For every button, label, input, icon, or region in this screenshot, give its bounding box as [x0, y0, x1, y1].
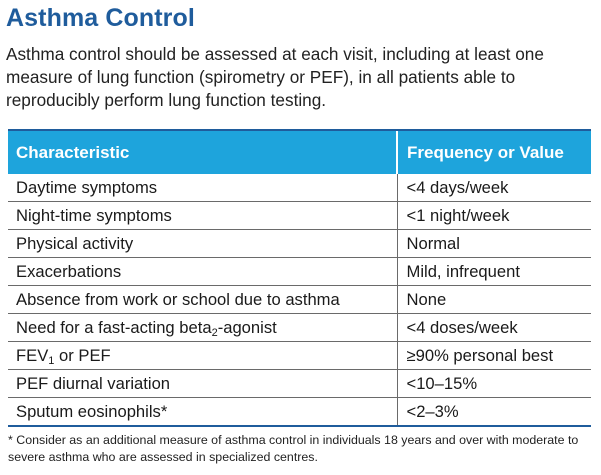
characteristic-text: -agonist — [217, 317, 277, 337]
table-row — [8, 398, 591, 427]
value-cell: <1 night/week — [397, 202, 591, 230]
table-row — [8, 342, 591, 370]
value-cell: <2–3% — [397, 398, 591, 427]
characteristic-cell: Night-time symptoms — [8, 202, 397, 230]
value-cell: ≥90% personal best — [397, 342, 591, 370]
characteristic-cell: Exacerbations — [8, 258, 397, 286]
value-cell: <4 doses/week — [397, 314, 591, 342]
value-cell: Mild, infrequent — [397, 258, 591, 286]
characteristic-cell: Sputum eosinophils* — [8, 398, 397, 427]
column-header-characteristic: Characteristic — [8, 131, 397, 174]
table-row — [8, 370, 591, 398]
table-row — [8, 174, 591, 202]
characteristic-cell — [8, 342, 397, 370]
characteristic-cell — [8, 314, 397, 342]
characteristic-text: Need for a fast-acting beta — [16, 317, 212, 337]
asthma-control-table — [8, 131, 591, 427]
characteristic-text: or PEF — [54, 345, 111, 365]
table-row — [8, 202, 591, 230]
characteristic-cell: Absence from work or school due to asthma — [8, 286, 397, 314]
intro-paragraph: Asthma control should be assessed at each visit, including at least one measure of lung function (spirometry or PEF), in all patients able to reproducibly perform lung function testing. — [6, 44, 544, 110]
subscript: 1 — [48, 354, 55, 367]
characteristic-cell: Daytime symptoms — [8, 174, 397, 202]
footnote: * Consider as an additional measure of asthma control in individuals 18 years and over with moderate to severe asthma who are assessed in specialized centres. — [8, 433, 579, 464]
value-cell: <4 days/week — [397, 174, 591, 202]
value-cell: Normal — [397, 230, 591, 258]
table-row — [8, 230, 591, 258]
table-row — [8, 258, 591, 286]
characteristic-text: FEV — [16, 345, 49, 365]
page-title: Asthma Control — [6, 4, 195, 32]
characteristic-cell: Physical activity — [8, 230, 397, 258]
table-row — [8, 314, 591, 342]
characteristic-cell: PEF diurnal variation — [8, 370, 397, 398]
column-header-frequency-or-value: Frequency or Value — [397, 131, 591, 174]
table-row — [8, 286, 591, 314]
value-cell: None — [397, 286, 591, 314]
value-cell: <10–15% — [397, 370, 591, 398]
subscript: 2 — [211, 326, 218, 339]
asthma-control-table-container — [8, 129, 591, 427]
table-header-row — [8, 131, 591, 174]
